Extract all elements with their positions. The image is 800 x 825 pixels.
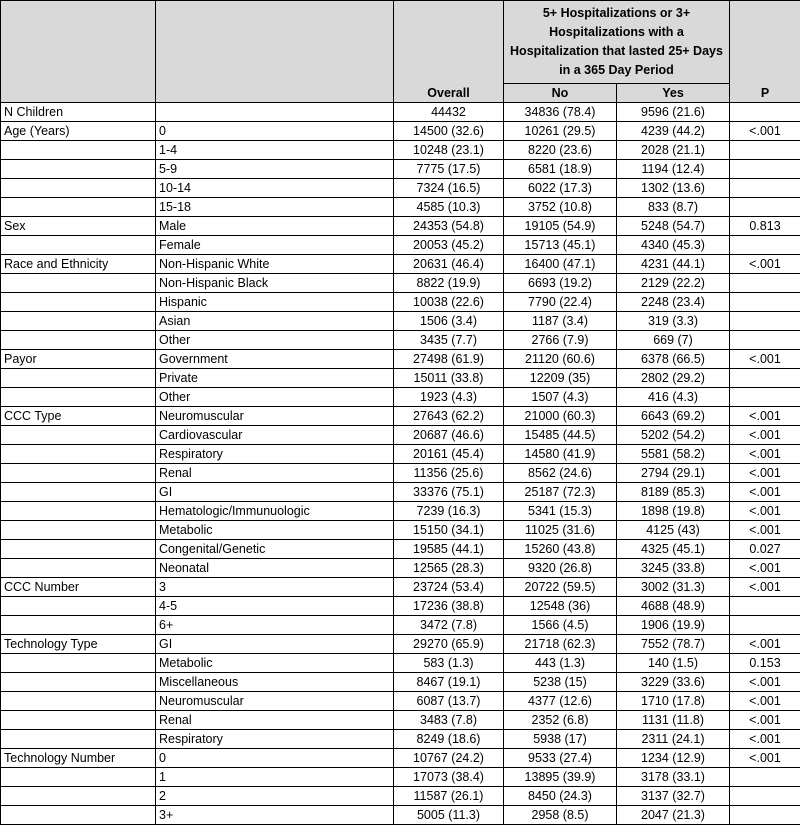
row-category: Neonatal (156, 559, 394, 578)
table-row (1, 407, 800, 426)
row-category: 1 (156, 768, 394, 787)
cell-overall: 29270 (65.9) (394, 635, 504, 654)
cell-yes: 416 (4.3) (617, 388, 730, 407)
table-row (1, 768, 800, 787)
cell-overall: 4585 (10.3) (394, 198, 504, 217)
table-row (1, 103, 800, 122)
cell-no: 5341 (15.3) (504, 502, 617, 521)
row-category: 0 (156, 122, 394, 141)
table-row (1, 426, 800, 445)
cell-yes: 2028 (21.1) (617, 141, 730, 160)
row-category: Other (156, 388, 394, 407)
cell-no: 12209 (35) (504, 369, 617, 388)
cell-no: 443 (1.3) (504, 654, 617, 673)
row-category: GI (156, 635, 394, 654)
cell-yes: 2248 (23.4) (617, 293, 730, 312)
row-category: Neuromuscular (156, 692, 394, 711)
cell-p-value: <.001 (730, 578, 800, 597)
cell-no: 8562 (24.6) (504, 464, 617, 483)
header-yes: Yes (617, 84, 730, 103)
row-label (1, 597, 156, 616)
cell-p-value: <.001 (730, 255, 800, 274)
cell-yes: 5581 (58.2) (617, 445, 730, 464)
cell-yes: 319 (3.3) (617, 312, 730, 331)
cell-yes: 3229 (33.6) (617, 673, 730, 692)
cell-yes: 6643 (69.2) (617, 407, 730, 426)
table-row (1, 540, 800, 559)
row-label (1, 274, 156, 293)
cell-overall: 15011 (33.8) (394, 369, 504, 388)
cell-overall: 3483 (7.8) (394, 711, 504, 730)
row-label (1, 388, 156, 407)
cell-p-value: <.001 (730, 673, 800, 692)
cell-p-value: <.001 (730, 730, 800, 749)
row-label (1, 331, 156, 350)
cell-no: 2766 (7.9) (504, 331, 617, 350)
cell-yes: 2311 (24.1) (617, 730, 730, 749)
table-row (1, 464, 800, 483)
table-row (1, 730, 800, 749)
row-label (1, 502, 156, 521)
row-label: CCC Number (1, 578, 156, 597)
cell-p-value: <.001 (730, 635, 800, 654)
cell-yes: 2129 (22.2) (617, 274, 730, 293)
cell-no: 16400 (47.1) (504, 255, 617, 274)
cell-no: 14580 (41.9) (504, 445, 617, 464)
cell-p-value: <.001 (730, 464, 800, 483)
table-row (1, 635, 800, 654)
cell-no: 34836 (78.4) (504, 103, 617, 122)
row-label (1, 616, 156, 635)
row-category: Other (156, 331, 394, 350)
row-label (1, 483, 156, 502)
cell-no: 15260 (43.8) (504, 540, 617, 559)
table-row (1, 711, 800, 730)
row-label (1, 445, 156, 464)
cell-overall: 11356 (25.6) (394, 464, 504, 483)
row-category: 3 (156, 578, 394, 597)
cell-no: 1507 (4.3) (504, 388, 617, 407)
table-row (1, 141, 800, 160)
cell-p-value: <.001 (730, 502, 800, 521)
cell-no: 8450 (24.3) (504, 787, 617, 806)
cell-yes: 1710 (17.8) (617, 692, 730, 711)
cell-p-value: <.001 (730, 711, 800, 730)
row-category: Non-Hispanic White (156, 255, 394, 274)
cell-overall: 5005 (11.3) (394, 806, 504, 825)
table-row (1, 673, 800, 692)
row-label (1, 692, 156, 711)
table-row (1, 502, 800, 521)
cell-p-value (730, 198, 800, 217)
cell-no: 1187 (3.4) (504, 312, 617, 331)
cell-p-value: 0.153 (730, 654, 800, 673)
cell-p-value (730, 160, 800, 179)
cell-no: 5938 (17) (504, 730, 617, 749)
header-overall: Overall (394, 1, 504, 103)
cell-yes: 1131 (11.8) (617, 711, 730, 730)
cell-p-value: 0.813 (730, 217, 800, 236)
cell-overall: 19585 (44.1) (394, 540, 504, 559)
row-category: Metabolic (156, 654, 394, 673)
table-row (1, 312, 800, 331)
cell-p-value: <.001 (730, 350, 800, 369)
table-row (1, 787, 800, 806)
table-row (1, 692, 800, 711)
cell-yes: 3002 (31.3) (617, 578, 730, 597)
cell-yes: 3137 (32.7) (617, 787, 730, 806)
row-category: Non-Hispanic Black (156, 274, 394, 293)
cell-overall: 17073 (38.4) (394, 768, 504, 787)
cell-p-value: <.001 (730, 692, 800, 711)
table-body (1, 103, 800, 825)
cell-overall: 3472 (7.8) (394, 616, 504, 635)
row-category: Renal (156, 464, 394, 483)
cell-yes: 2794 (29.1) (617, 464, 730, 483)
cell-overall: 1923 (4.3) (394, 388, 504, 407)
cell-overall: 10038 (22.6) (394, 293, 504, 312)
row-label (1, 369, 156, 388)
row-label (1, 141, 156, 160)
row-category: 1-4 (156, 141, 394, 160)
row-label: N Children (1, 103, 156, 122)
row-label (1, 768, 156, 787)
table-row (1, 179, 800, 198)
row-category: Hispanic (156, 293, 394, 312)
row-label (1, 464, 156, 483)
row-label: Payor (1, 350, 156, 369)
cell-yes: 1302 (13.6) (617, 179, 730, 198)
row-label (1, 426, 156, 445)
row-category: Respiratory (156, 445, 394, 464)
row-category: 6+ (156, 616, 394, 635)
cell-overall: 44432 (394, 103, 504, 122)
cell-yes: 9596 (21.6) (617, 103, 730, 122)
cell-p-value (730, 616, 800, 635)
row-label (1, 293, 156, 312)
cell-p-value: <.001 (730, 122, 800, 141)
cell-no: 19105 (54.9) (504, 217, 617, 236)
cell-yes: 1906 (19.9) (617, 616, 730, 635)
table-row (1, 749, 800, 768)
header-blank-label (1, 1, 156, 103)
row-label (1, 540, 156, 559)
cell-no: 6693 (19.2) (504, 274, 617, 293)
row-category: Respiratory (156, 730, 394, 749)
cell-no: 21718 (62.3) (504, 635, 617, 654)
row-label (1, 787, 156, 806)
cell-yes: 140 (1.5) (617, 654, 730, 673)
row-category: Asian (156, 312, 394, 331)
cell-no: 21000 (60.3) (504, 407, 617, 426)
row-category: 10-14 (156, 179, 394, 198)
table-row (1, 483, 800, 502)
cell-no: 6022 (17.3) (504, 179, 617, 198)
cell-yes: 4125 (43) (617, 521, 730, 540)
table-row (1, 350, 800, 369)
cell-overall: 33376 (75.1) (394, 483, 504, 502)
cell-overall: 23724 (53.4) (394, 578, 504, 597)
cell-no: 4377 (12.6) (504, 692, 617, 711)
table-row (1, 369, 800, 388)
cell-yes: 8189 (85.3) (617, 483, 730, 502)
cell-yes: 1194 (12.4) (617, 160, 730, 179)
row-category: 3+ (156, 806, 394, 825)
cell-p-value: <.001 (730, 749, 800, 768)
row-category: Miscellaneous (156, 673, 394, 692)
cell-p-value: <.001 (730, 445, 800, 464)
cell-no: 12548 (36) (504, 597, 617, 616)
cell-no: 1566 (4.5) (504, 616, 617, 635)
cell-p-value: <.001 (730, 483, 800, 502)
cell-p-value: 0.027 (730, 540, 800, 559)
table-row (1, 255, 800, 274)
cell-no: 15713 (45.1) (504, 236, 617, 255)
row-category: Female (156, 236, 394, 255)
cell-yes: 4231 (44.1) (617, 255, 730, 274)
cell-no: 8220 (23.6) (504, 141, 617, 160)
row-category: 4-5 (156, 597, 394, 616)
row-category: Neuromuscular (156, 407, 394, 426)
row-category: Hematologic/Immunuologic (156, 502, 394, 521)
cell-yes: 4325 (45.1) (617, 540, 730, 559)
table-row (1, 578, 800, 597)
cell-p-value (730, 597, 800, 616)
cell-overall: 10248 (23.1) (394, 141, 504, 160)
cell-p-value (730, 293, 800, 312)
table-row (1, 521, 800, 540)
row-category: Government (156, 350, 394, 369)
row-label (1, 236, 156, 255)
cell-no: 25187 (72.3) (504, 483, 617, 502)
row-label (1, 160, 156, 179)
cell-yes: 5248 (54.7) (617, 217, 730, 236)
cell-yes: 4239 (44.2) (617, 122, 730, 141)
row-label (1, 559, 156, 578)
cell-no: 3752 (10.8) (504, 198, 617, 217)
row-label: Age (Years) (1, 122, 156, 141)
cell-overall: 10767 (24.2) (394, 749, 504, 768)
cell-yes: 3178 (33.1) (617, 768, 730, 787)
table-row (1, 198, 800, 217)
cell-p-value: <.001 (730, 426, 800, 445)
row-label (1, 312, 156, 331)
header-no: No (504, 84, 617, 103)
header-blank-category (156, 1, 394, 103)
cell-no: 9533 (27.4) (504, 749, 617, 768)
cell-overall: 3435 (7.7) (394, 331, 504, 350)
cell-yes: 1898 (19.8) (617, 502, 730, 521)
cell-overall: 14500 (32.6) (394, 122, 504, 141)
row-category: Metabolic (156, 521, 394, 540)
cell-yes: 4340 (45.3) (617, 236, 730, 255)
row-label (1, 654, 156, 673)
cell-overall: 24353 (54.8) (394, 217, 504, 236)
cell-yes: 4688 (48.9) (617, 597, 730, 616)
cell-overall: 7775 (17.5) (394, 160, 504, 179)
cell-overall: 27498 (61.9) (394, 350, 504, 369)
cell-p-value (730, 236, 800, 255)
cell-no: 9320 (26.8) (504, 559, 617, 578)
row-category: Private (156, 369, 394, 388)
cell-yes: 1234 (12.9) (617, 749, 730, 768)
cell-no: 10261 (29.5) (504, 122, 617, 141)
cell-overall: 20687 (46.6) (394, 426, 504, 445)
row-category: 5-9 (156, 160, 394, 179)
table-row (1, 331, 800, 350)
cell-no: 2352 (6.8) (504, 711, 617, 730)
cell-no: 15485 (44.5) (504, 426, 617, 445)
cell-overall: 20053 (45.2) (394, 236, 504, 255)
table-row (1, 236, 800, 255)
table-row (1, 122, 800, 141)
cell-p-value: <.001 (730, 559, 800, 578)
row-label (1, 521, 156, 540)
row-category: Cardiovascular (156, 426, 394, 445)
row-label: Technology Number (1, 749, 156, 768)
cell-no: 5238 (15) (504, 673, 617, 692)
table-row (1, 559, 800, 578)
cell-p-value (730, 103, 800, 122)
row-category: Congenital/Genetic (156, 540, 394, 559)
table-row (1, 445, 800, 464)
cell-overall: 20161 (45.4) (394, 445, 504, 464)
row-category: Renal (156, 711, 394, 730)
cell-p-value (730, 179, 800, 198)
cell-overall: 583 (1.3) (394, 654, 504, 673)
row-label (1, 730, 156, 749)
cell-yes: 2047 (21.3) (617, 806, 730, 825)
cell-yes: 833 (8.7) (617, 198, 730, 217)
cell-yes: 5202 (54.2) (617, 426, 730, 445)
cell-p-value (730, 388, 800, 407)
row-category: Male (156, 217, 394, 236)
row-label: Sex (1, 217, 156, 236)
cell-no: 11025 (31.6) (504, 521, 617, 540)
table-row (1, 654, 800, 673)
cell-overall: 12565 (28.3) (394, 559, 504, 578)
cell-p-value (730, 331, 800, 350)
row-label (1, 673, 156, 692)
cell-p-value (730, 141, 800, 160)
table-row (1, 597, 800, 616)
cell-yes: 7552 (78.7) (617, 635, 730, 654)
row-category: 2 (156, 787, 394, 806)
cell-overall: 8467 (19.1) (394, 673, 504, 692)
cell-p-value (730, 369, 800, 388)
header-p: P (730, 1, 800, 103)
table-row (1, 388, 800, 407)
cell-overall: 8822 (19.9) (394, 274, 504, 293)
cell-overall: 6087 (13.7) (394, 692, 504, 711)
cell-p-value (730, 768, 800, 787)
row-label: CCC Type (1, 407, 156, 426)
row-label (1, 711, 156, 730)
row-label (1, 198, 156, 217)
cell-p-value (730, 274, 800, 293)
cell-overall: 11587 (26.1) (394, 787, 504, 806)
cell-overall: 1506 (3.4) (394, 312, 504, 331)
table-row (1, 274, 800, 293)
row-category: GI (156, 483, 394, 502)
cell-overall: 7324 (16.5) (394, 179, 504, 198)
row-label: Technology Type (1, 635, 156, 654)
cell-overall: 8249 (18.6) (394, 730, 504, 749)
row-label (1, 179, 156, 198)
table-row (1, 160, 800, 179)
cell-p-value: <.001 (730, 407, 800, 426)
table-row (1, 293, 800, 312)
cell-yes: 6378 (66.5) (617, 350, 730, 369)
table-row (1, 616, 800, 635)
row-category (156, 103, 394, 122)
cell-p-value (730, 787, 800, 806)
cell-no: 6581 (18.9) (504, 160, 617, 179)
cell-yes: 2802 (29.2) (617, 369, 730, 388)
cell-overall: 7239 (16.3) (394, 502, 504, 521)
cell-no: 13895 (39.9) (504, 768, 617, 787)
row-category: 0 (156, 749, 394, 768)
cell-overall: 20631 (46.4) (394, 255, 504, 274)
cell-p-value: <.001 (730, 521, 800, 540)
cell-yes: 3245 (33.8) (617, 559, 730, 578)
header-group-title: 5+ Hospitalizations or 3+ Hospitalizations with a Hospitalization that lasted 25+ Days in a 365 Day Period (504, 1, 730, 84)
cell-no: 7790 (22.4) (504, 293, 617, 312)
row-label: Race and Ethnicity (1, 255, 156, 274)
cell-no: 2958 (8.5) (504, 806, 617, 825)
cell-no: 21120 (60.6) (504, 350, 617, 369)
cell-overall: 15150 (34.1) (394, 521, 504, 540)
cell-overall: 27643 (62.2) (394, 407, 504, 426)
table-row (1, 217, 800, 236)
cell-p-value (730, 312, 800, 331)
cell-overall: 17236 (38.8) (394, 597, 504, 616)
row-category: 15-18 (156, 198, 394, 217)
cell-no: 20722 (59.5) (504, 578, 617, 597)
cell-yes: 669 (7) (617, 331, 730, 350)
